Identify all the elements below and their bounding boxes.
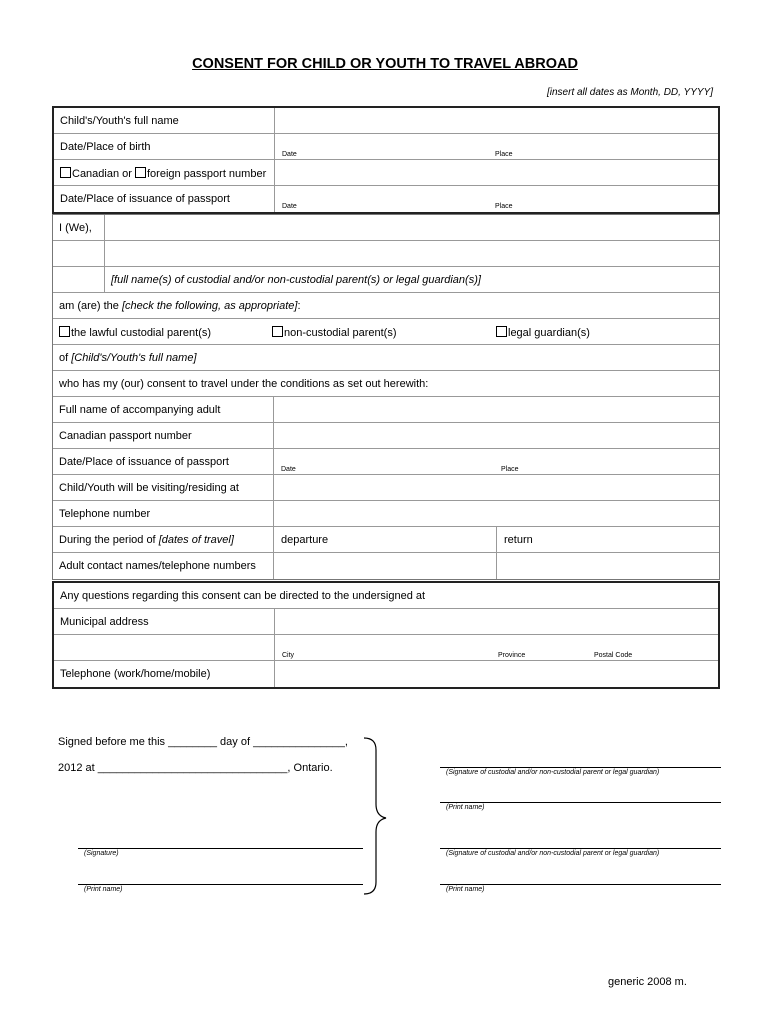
- parent-signature-line-2[interactable]: [440, 848, 721, 849]
- divider: [274, 635, 275, 660]
- questions-intro: Any questions regarding this consent can be directed to the undersigned at: [60, 590, 426, 602]
- noncustodial-checkbox[interactable]: [272, 326, 283, 337]
- departure-label: departure: [281, 534, 329, 546]
- phone-label: Telephone (work/home/mobile): [60, 668, 211, 680]
- province-caption: Province: [498, 652, 526, 659]
- parent-names-row: [53, 241, 719, 267]
- of-row: [53, 345, 719, 371]
- period-label: [59, 534, 234, 546]
- contacts-label: Adult contact names/telephone numbers: [59, 560, 256, 572]
- city-caption: City: [282, 652, 295, 659]
- we-row: [53, 215, 719, 241]
- am-are-label: [59, 300, 301, 312]
- witness-signature-line[interactable]: [78, 848, 363, 849]
- child-name-row: [54, 108, 718, 134]
- birth-row: [54, 134, 718, 160]
- parent-signature-caption-1: (Signature of custodial and/or non-custodial parent or legal guardian): [446, 769, 660, 776]
- questions-section: [52, 581, 720, 689]
- divider: [274, 609, 275, 634]
- foreign-checkbox[interactable]: [135, 167, 146, 178]
- visiting-row: [53, 475, 719, 501]
- issuance-row: [54, 186, 718, 212]
- period-note: [dates of travel]: [158, 534, 234, 546]
- telephone-row: [53, 501, 719, 527]
- passport-type-label: [60, 167, 266, 180]
- birth-label: Date/Place of birth: [60, 141, 151, 153]
- parent-caption-row: [53, 267, 719, 293]
- witness-signature-caption: (Signature): [84, 850, 119, 857]
- phone-row: [54, 661, 718, 687]
- return-label: return: [504, 534, 533, 546]
- adult-passport-row: [53, 423, 719, 449]
- check-note: [check the following, as appropriate]: [121, 300, 298, 312]
- adult-name-row: [53, 397, 719, 423]
- adult-issuance-place-caption: Place: [501, 466, 519, 473]
- guardian-label: legal guardian(s): [508, 327, 590, 339]
- child-name-label: Child's/Youth's full name: [60, 115, 179, 127]
- divider: [274, 160, 275, 185]
- divider: [104, 241, 105, 266]
- divider: [496, 553, 497, 579]
- parent-signature-caption-2: (Signature of custodial and/or non-custodial parent or legal guardian): [446, 850, 660, 857]
- canadian-checkbox[interactable]: [60, 167, 71, 178]
- noncustodial-option: [272, 326, 397, 339]
- divider: [273, 475, 274, 500]
- consent-statement: who has my (our) consent to travel under the conditions as set out herewith:: [59, 378, 429, 390]
- lawful-label: the lawful custodial parent(s): [71, 327, 212, 339]
- postal-caption: Postal Code: [594, 652, 633, 659]
- am-are-colon: :: [297, 300, 301, 312]
- am-are-text: am (are) the: [59, 300, 119, 312]
- divider: [273, 423, 274, 448]
- parent-type-row: [53, 319, 719, 345]
- telephone-label: Telephone number: [59, 508, 151, 520]
- visiting-label: Child/Youth will be visiting/residing at: [59, 482, 239, 494]
- guardian-option: [496, 326, 590, 339]
- guardian-checkbox[interactable]: [496, 326, 507, 337]
- divider: [273, 397, 274, 422]
- issuance-label: Date/Place of issuance of passport: [60, 193, 230, 205]
- adult-issuance-row: [53, 449, 719, 475]
- adult-issuance-label: Date/Place of issuance of passport: [59, 456, 229, 468]
- consent-row: [53, 371, 719, 397]
- brace-icon: [360, 736, 390, 896]
- birth-place-caption: Place: [495, 151, 513, 158]
- print-name-line-2[interactable]: [440, 884, 721, 885]
- parent-names-caption-text: [full name(s) of custodial and/or non-custodial parent(s) or legal guardian(s)]: [111, 274, 481, 286]
- print-name-line-1[interactable]: [440, 802, 721, 803]
- print-name-caption-2: (Print name): [446, 886, 485, 893]
- municipal-row: [54, 609, 718, 635]
- divider: [496, 527, 497, 552]
- consent-section: [52, 214, 720, 580]
- canadian-label: Canadian or: [72, 168, 132, 180]
- municipal-label: Municipal address: [60, 616, 149, 628]
- questions-row: [54, 583, 718, 609]
- adult-issuance-date-caption: Date: [281, 466, 296, 473]
- lawful-option: [59, 326, 211, 339]
- of-label: [59, 352, 197, 364]
- of-text: of: [59, 352, 69, 364]
- divider: [274, 186, 275, 212]
- birth-date-caption: Date: [282, 151, 297, 158]
- year-at-text: 2012 at _______________________________, Ontario.: [58, 762, 333, 774]
- date-format-note: [insert all dates as Month, DD, YYYY]: [546, 87, 713, 98]
- divider: [273, 527, 274, 552]
- contacts-row: [53, 553, 719, 579]
- divider: [274, 661, 275, 687]
- signed-before-text: Signed before me this ________ day of _______________,: [58, 736, 348, 748]
- parent-signature-line-1[interactable]: [440, 767, 721, 768]
- noncustodial-label: non-custodial parent(s): [284, 327, 397, 339]
- adult-passport-label: Canadian passport number: [59, 430, 192, 442]
- divider: [104, 267, 105, 292]
- foreign-label: foreign passport number: [147, 168, 267, 180]
- issuance-place-caption: Place: [495, 203, 513, 210]
- parent-names-caption: [111, 274, 481, 286]
- divider: [273, 553, 274, 579]
- we-label: I (We),: [59, 222, 92, 234]
- lawful-checkbox[interactable]: [59, 326, 70, 337]
- issuance-date-caption: Date: [282, 203, 297, 210]
- divider: [273, 449, 274, 474]
- period-text: During the period of: [59, 534, 156, 546]
- city-row: [54, 635, 718, 661]
- am-are-row: [53, 293, 719, 319]
- child-section: [52, 106, 720, 214]
- divider: [274, 108, 275, 133]
- page-title: CONSENT FOR CHILD OR YOUTH TO TRAVEL ABROAD: [192, 56, 578, 72]
- adult-name-label: Full name of accompanying adult: [59, 404, 221, 416]
- passport-type-row: [54, 160, 718, 186]
- witness-print-line[interactable]: [78, 884, 363, 885]
- period-row: [53, 527, 719, 553]
- divider: [104, 215, 105, 240]
- divider: [273, 501, 274, 526]
- print-name-caption-1: (Print name): [446, 804, 485, 811]
- witness-print-caption: (Print name): [84, 886, 123, 893]
- footer-text: generic 2008 m.: [608, 976, 687, 988]
- of-name-note: [Child's/Youth's full name]: [71, 352, 197, 364]
- divider: [274, 134, 275, 159]
